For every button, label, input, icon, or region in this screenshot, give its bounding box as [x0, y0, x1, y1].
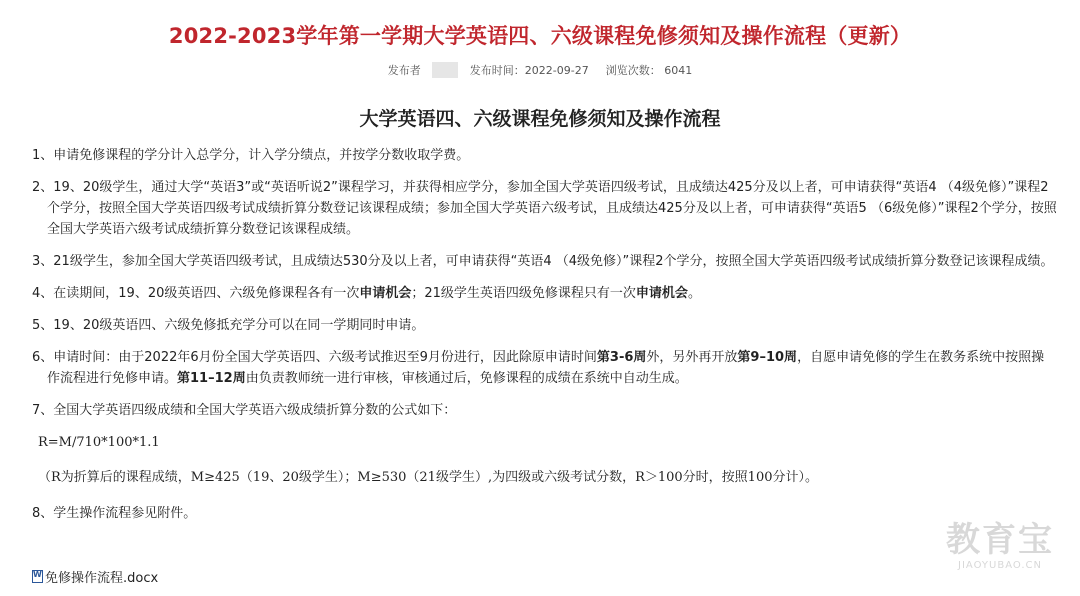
- item-4-text-c: ；21级学生英语四级免修课程只有一次: [411, 286, 636, 301]
- page-title: 2022-2023学年第一学期大学英语四、六级课程免修须知及操作流程（更新）: [168, 24, 912, 48]
- item-4-bold-b: 申请机会: [635, 286, 688, 301]
- item-6-bold-a: 第3-6周: [596, 350, 647, 365]
- attachment-link[interactable]: [32, 567, 158, 586]
- formula-note: （R为折算后的课程成绩，M≥425（19、20级学生）；M≥530（21级学生）,为四级或六级考试分数，R＞100分时，按照100分计）。: [38, 470, 818, 485]
- item-6-text-a: 6、申请时间：由于2022年6月份全国大学英语四、六级考试推迟至9月份进行，因此除原申请时间: [32, 350, 597, 365]
- item-6-bold-b: 第9–10周: [737, 350, 798, 365]
- item-3: 3、21级学生，参加全国大学英语四级考试，且成绩达530分及以上者，可申请获得“英语4 （4级免修）”课程2个学分，按照全国大学英语四级考试成绩折算分数登记该课程成绩。: [32, 254, 1054, 269]
- article-subtitle: 大学英语四、六级课程免修须知及操作流程: [359, 108, 721, 130]
- publisher-name-redacted: [432, 62, 458, 78]
- article-meta: [0, 62, 1080, 78]
- attachment-name[interactable]: 免修操作流程.docx: [45, 571, 159, 586]
- word-doc-icon: [32, 570, 43, 583]
- view-count: 浏览次数： 6041: [605, 64, 693, 77]
- site-watermark: [946, 520, 1054, 571]
- item-6: [32, 347, 1057, 389]
- item-1: 1、申请免修课程的学分计入总学分，计入学分绩点，并按学分数收取学费。: [32, 148, 470, 163]
- item-7: 7、全国大学英语四级成绩和全国大学英语六级成绩折算分数的公式如下：: [32, 403, 457, 418]
- item-6-text-c: 外，另外再开放: [646, 350, 738, 365]
- item-5: 5、19、20级英语四、六级免修抵充学分可以在同一学期同时申请。: [32, 318, 425, 333]
- publish-time: 发布时间：2022-09-27: [469, 64, 589, 77]
- item-6-text-e: ，自愿申请免修的学生在教务系统中按照操作流程进行免修申请。: [47, 350, 1045, 386]
- item-6-text-g: 由负责教师统一进行审核，审核通过后，免修课程的成绩在系统中自动生成。: [245, 371, 688, 386]
- item-4: [32, 283, 1057, 304]
- watermark-en: JIAOYUBAO.CN: [958, 560, 1042, 571]
- item-6-bold-c: 第11–12周: [177, 371, 246, 386]
- article-body: [32, 145, 1057, 535]
- item-8: 8、学生操作流程参见附件。: [32, 506, 197, 521]
- item-2: 2、19、20级学生，通过大学“英语3”或“英语听说2”课程学习，并获得相应学分，参加全国大学英语四级考试，且成绩达425分及以上者，可申请获得“英语4 （4级免修）”课程2个学分，按照全国大学英语四级考试成绩折算分数登记该课程成绩；参加全国大学英语六级考试，且成绩达425分及以上者，可申请获得“英语5 （6级免修）”课程2个学分，按照全国大学英语六级考试成绩折算分数登记该课程成绩。: [32, 180, 1057, 237]
- score-formula: R=M/710*100*1.1: [38, 435, 160, 450]
- watermark-cn: 教育宝: [946, 520, 1054, 560]
- item-4-text-e: 。: [687, 286, 701, 301]
- publisher-label: 发布者: [387, 64, 421, 77]
- item-4-text-a: 4、在读期间，19、20级英语四、六级免修课程各有一次: [32, 286, 360, 301]
- item-4-bold-a: 申请机会: [359, 286, 412, 301]
